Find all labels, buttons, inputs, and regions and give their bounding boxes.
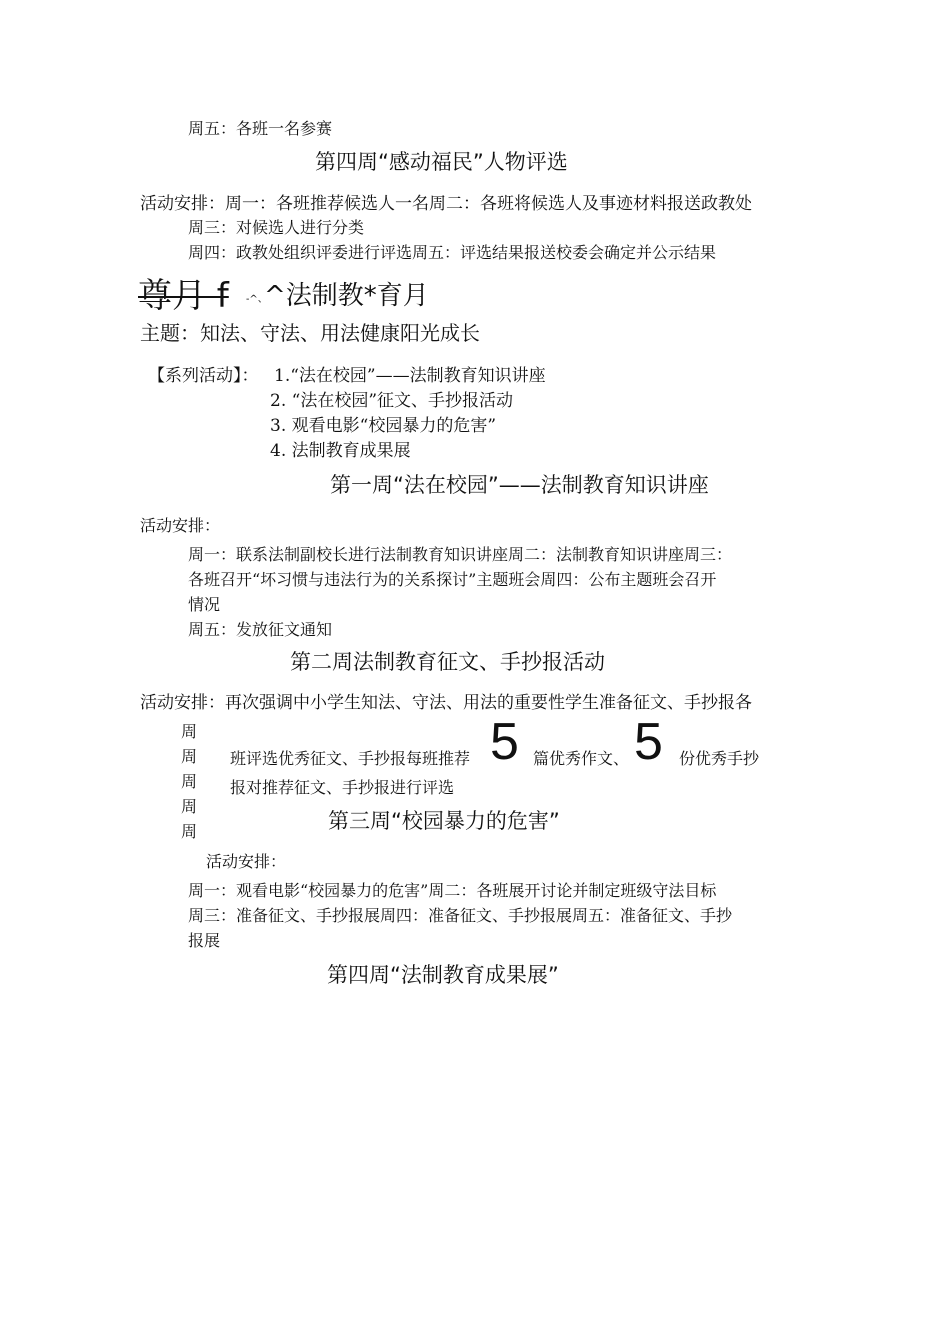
large-number: 5 xyxy=(490,713,519,771)
text-line: 情况 xyxy=(188,595,221,614)
series-item: 2. “法在校园”征文、手抄报活动 xyxy=(270,391,514,411)
text-line: 活动安排： xyxy=(206,852,287,871)
large-number: 5 xyxy=(634,713,663,771)
section-heading: 第四周“法制教育成果展” xyxy=(327,963,559,987)
text-line: 周四：政教处组织评委进行评选周五：评选结果报送校委会确定并公示结果 xyxy=(188,243,717,262)
text-line: 周五：各班一名参赛 xyxy=(188,119,333,138)
month-title-fragment: -^、 xyxy=(246,294,268,305)
section-heading: 第一周“法在校园”——法制教育知识讲座 xyxy=(330,473,709,497)
series-item: 3. 观看电影“校园暴力的危害” xyxy=(270,416,497,436)
text-line: 各班召开“坏习惯与违法行为的关系探讨”主题班会周四：公布主题班会召开 xyxy=(188,570,717,589)
text-line: 周一：观看电影“校园暴力的危害”周二：各班展开讨论并制定班级守法目标 xyxy=(188,881,717,900)
text-line: 活动安排：再次强调中小学生知法、守法、用法的重要性学生准备征文、手抄报各 xyxy=(140,693,752,713)
section-heading: 第二周法制教育征文、手抄报活动 xyxy=(290,650,605,674)
week-marker: 周 xyxy=(181,722,198,741)
text-line: 周一：联系法制副校长进行法制教育知识讲座周二：法制教育知识讲座周三： xyxy=(188,545,733,564)
week-marker: 周 xyxy=(181,822,198,841)
text-line: 报对推荐征文、手抄报进行评选 xyxy=(230,778,455,797)
text-line: 班评选优秀征文、手抄报每班推荐 xyxy=(230,749,471,768)
theme-line: 主题：知法、守法、用法健康阳光成长 xyxy=(140,321,480,345)
section-heading: 第四周“感动福民”人物评选 xyxy=(315,150,568,174)
text-line: 份优秀手抄 xyxy=(679,749,760,768)
series-item: 4. 法制教育成果展 xyxy=(270,441,411,461)
text-line: 活动安排：周一：各班推荐候选人一名周二：各班将候选人及事迹材料报送政教处 xyxy=(140,194,752,214)
text-line: 报展 xyxy=(188,931,221,950)
text-line: 周五：发放征文通知 xyxy=(188,620,333,639)
text-line: 周三：对候选人进行分类 xyxy=(188,218,365,237)
series-label: 【系列活动】： xyxy=(148,366,259,386)
month-title: ^法制教*育月 xyxy=(264,281,429,311)
text-line: 篇优秀作文、 xyxy=(533,749,630,768)
series-item: 1.“法在校园”——法制教育知识讲座 xyxy=(274,366,546,386)
section-heading: 第三周“校园暴力的危害” xyxy=(328,809,560,833)
text-line: 周三：准备征文、手抄报展周四：准备征文、手抄报展周五：准备征文、手抄 xyxy=(188,906,733,925)
text-line: 活动安排： xyxy=(140,516,221,535)
week-marker: 周 xyxy=(181,797,198,816)
week-marker: 周 xyxy=(181,747,198,766)
week-marker: 周 xyxy=(181,772,198,791)
month-title-garbled: 尊月 f xyxy=(138,276,229,316)
